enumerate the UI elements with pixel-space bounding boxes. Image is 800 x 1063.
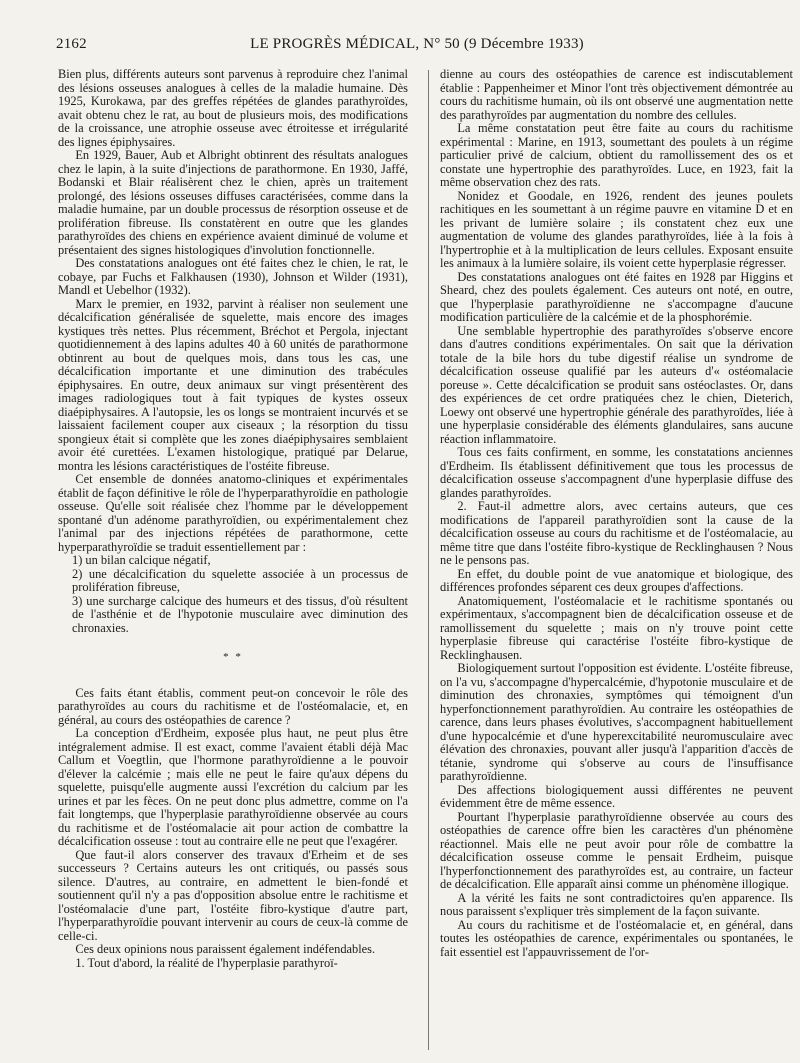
paragraph: La conception d'Erdheim, exposée plus haut, ne peut plus être intégralement admise. Il est exact, comme l'avaient établi déjà Mac Callum et Voegtlin, que l'hormone parathyroïdienne a le pouvoir d'élever la calcémie ; mais elle ne peut le faire qu'aux dépens du squelette, puisqu'elle augmente aussi l'excrétion du calcium par les urines et par les fèces. On ne peut donc plus admettre, comme on l'a fait longtemps, que l'hyperplasie parathyroïdienne observée au cours du rachitisme et de l'ostéomalacie ait pour action de combattre la décalcification osseuse : tout au contraire elle ne peut que l'exagérer. bbox=[58, 726, 408, 848]
paragraph: Au cours du rachitisme et de l'ostéomalacie et, en général, dans toutes les ostéopathies de carence, expérimentales ou spontanées, le fait essentiel est l'appauvrissement de l'or- bbox=[440, 917, 793, 959]
paragraph: En 1929, Bauer, Aub et Albright obtinrent des résultats analogues chez le lapin, à la suite d'injections de parathormone. En 1930, Jaffé, Bodanski et Blair réalisèrent chez le chien, après un traitement prolongé, des lésions osseuses diffuses caractérisées, comme dans la maladie humaine, par un double processus de résorption osseuse et de prolifération fibreuse. Ils constatèrent en outre que les glandes parathyroïdes des chiens en expérience avaient diminué de volume et présentaient des signes histologiques d'involution fonctionnelle. bbox=[58, 148, 408, 257]
paragraph: En effet, du double point de vue anatomique et biologique, des différences profondes séparent ces deux groupes d'affections. bbox=[440, 566, 793, 594]
list-item: 3) une surcharge calcique des humeurs et des tissus, d'où résultent de l'asthénie et de l'hypotonie musculaire avec diminution des chronaxies. bbox=[72, 593, 408, 635]
paragraph: Ces deux opinions nous paraissent également indéfendables. bbox=[75, 942, 376, 956]
paragraph: Des constatations analogues ont été faites en 1928 par Higgins et Sheard, chez des poulets également. Ces auteurs ont noté, en outre, que l'hyperplasie parathyroïdienne ne s'accompagne d'aucune modification particulière de la calcémie et de la phosphorémie. bbox=[440, 269, 793, 324]
paragraph: Des affections biologiquement aussi différentes ne peuvent évidemment être de même essence. bbox=[440, 782, 793, 810]
paragraph: dienne au cours des ostéopathies de carence est indiscutablement établie : Pappenheimer et Minor l'ont très objectivement démontrée au cours du rachitisme humain, où ils ont observé une augmentation nette des parathyroïdes par augmentation du nombre des cellules. bbox=[440, 67, 793, 122]
running-header bbox=[56, 36, 778, 56]
paragraph: Ces faits étant établis, comment peut-on concevoir le rôle des parathyroïdes au cours du rachitisme et de l'ostéomalacie, et, en général, au cours des ostéopathies de carence ? bbox=[58, 685, 408, 727]
paragraph: Tous ces faits confirment, en somme, les constatations anciennes d'Erdheim. Ils établissent définitivement que tous les processus de décalcification osseuse s'accompagnent d'une hyperplasie diffuse des glandes parathyroïdes. bbox=[440, 445, 793, 500]
paragraph: Marx le premier, en 1932, parvint à réaliser non seulement une décalcification généralisée de squelette, mais encore des images kystiques très nettes. Plus récemment, Bréchot et Pergola, injectant quotidiennement à des lapins adultes 40 à 60 unités de parathormone obtinrent au bout de quelques mois, dans tous les cas, une décalcification importante et une diminution des trabécules épiphysaires. En outre, deux animaux sur vingt présentèrent des images radiologiques tout à fait typiques de kystes osseux diaépiphysaires. A l'autopsie, les os longs se montraient incurvés et se laissaient facilement couper aux ciseaux ; la résorption du tissu spongieux était si complète que les zones diaépiphysaires semblaient avoir été curettées. L'examen histologique, pratiqué par Delarue, montra les lésions caractéristiques de l'ostéite fibreuse. bbox=[58, 296, 408, 473]
paragraph: Cet ensemble de données anatomo-cliniques et expérimentales établit de façon définitive le rôle de l'hyperparathyroïdie en pathologie osseuse. Qu'elle soit réalisée chez l'homme par le développement spontané d'un adénome parathyroïdien, ou expérimentalement chez l'animal par des injections répétées de parathormone, cette hyperparathyroïdie se traduit essentiellement par : bbox=[58, 472, 408, 554]
paragraph: Biologiquement surtout l'opposition est évidente. L'ostéite fibreuse, on l'a vu, s'accompagne d'hypercalcémie, d'hypotonie musculaire et de diminution des chronaxies, symptômes qui témoignent d'un hyperfonctionnement parathyroïdien. Au contraire les ostéopathies de carence, dans leurs phases évolutives, s'accompagnent habituellement d'une hypocalcémie et d'une hyperexcitabilité neuromusculaire avec élévation des chronaxies, pouvant aller jusqu'à l'apparition d'accès de tétanie, syndrome qui s'observe au cours de l'insuffisance parathyroïdienne. bbox=[440, 661, 793, 783]
right-column bbox=[440, 68, 793, 959]
paragraph: A la vérité les faits ne sont contradictoires qu'en apparence. Ils nous paraissent s'expliquer très simplement de la façon suivante. bbox=[440, 890, 793, 918]
paragraph: Des constatations analogues ont été faites chez le chien, le rat, le cobaye, par Fuchs et Falkhausen (1930), Johnson et Wilder (1931), Mandl et Uebelhor (1932). bbox=[58, 256, 408, 297]
running-title: LE PROGRÈS MÉDICAL, N° 50 (9 Décembre 1933) bbox=[250, 36, 584, 52]
left-column bbox=[58, 68, 408, 970]
paragraph: Bien plus, différents auteurs sont parvenus à reproduire chez l'animal des lésions osseuses analogues à celles de la maladie humaine. Dès 1925, Kurokawa, par des greffes répétées de glandes parathyroïdes, avait obtenu chez le rat, au bout de plusieurs mois, des modifications de la croissance, une atrophie osseuse avec étroitesse et irrégularité des lignes épiphysaires. bbox=[58, 67, 408, 149]
paragraph: Que faut-il alors conserver des travaux d'Erheim et de ses successeurs ? Certains auteurs les ont critiqués, ou passés sous silence. D'autres, au contraire, en admettent le bien-fondé et soutiennent qu'il n'y a pas d'opposition absolue entre le rachitisme et l'ostéomalacie d'une part, l'ostéite fibro-kystique d'autre part, l'hyperparathyroïdie pouvant intervenir au cours de ceux-là comme de celle-ci. bbox=[58, 847, 408, 943]
paragraph: Pourtant l'hyperplasie parathyroïdienne observée au cours des ostéopathies de carence offre bien les caractères d'un phénomène réactionnel. Mais elle ne peut avoir pour rôle de combattre la décalcification osseuse comme le pensait Erdheim, puisque l'hyperfonctionnement des parathyroïdes est, au contraire, un facteur de décalcification. Elle apparaît ainsi comme un phénomène illogique. bbox=[440, 809, 793, 891]
paragraph: Anatomiquement, l'ostéomalacie et le rachitisme spontanés ou expérimentaux, s'accompagnent bien de décalcification osseuse et de ramollissement du squelette ; mais on n'y trouve point cette hyperplasie fibreuse qui caractérise l'ostéite fibro-kystique de Recklinghausen. bbox=[440, 593, 793, 662]
paragraph: Nonidez et Goodale, en 1926, rendent des jeunes poulets rachitiques en les soumettant à un régime pauvre en vitamine D et en les privant de lumière solaire ; ils constatent chez eux une augmentation de volume des glandes parathyroïdes, liée à la fois à l'hypertrophie et à la multiplication de leurs cellules. Exposant ensuite les animaux à la lumière solaire, ils voient cette hyperplasie régresser. bbox=[440, 188, 793, 270]
list-item: 1) un bilan calcique négatif, bbox=[72, 553, 211, 567]
paragraph: 1. Tout d'abord, la réalité de l'hyperplasie parathyroï- bbox=[75, 955, 338, 970]
paragraph: 2. Faut-il admettre alors, avec certains auteurs, que ces modifications de l'appareil parathyroïdien sont la cause de la décalcification osseuse au cours du rachitisme et de l'ostéomalacie, au même titre que dans l'ostéite fibro-kystique de Recklinghausen ? Nous ne le pensons pas. bbox=[440, 499, 793, 567]
column-divider bbox=[428, 70, 429, 1050]
paragraph: Une semblable hypertrophie des parathyroïdes s'observe encore dans d'autres conditions expérimentales. On sait que la dérivation totale de la bile hors du tube digestif réalise un syndrome de décalcification osseuse qualifié par les auteurs d'« ostéomalacie poreuse ». Cette décalcification se produit sans ostéoclastes. Or, dans des expériences de cet ordre pratiquées chez le chien, Dieterich, Loewy ont observé une hypertrophie générale des parathyroïdes, liée à une hyperplasie considérable des éléments glandulaires, sans aucune réaction inflammatoire. bbox=[440, 323, 793, 446]
page-number: 2162 bbox=[56, 36, 87, 52]
list-item: 2) une décalcification du squelette associée à un processus de prolifération fibreuse, bbox=[72, 566, 408, 594]
section-break-asterisks: * * bbox=[223, 651, 243, 663]
paragraph: La même constatation peut être faite au cours du rachitisme expérimental : Marine, en 1913, soumettant des poulets à un régime particulier privé de calcium, obtient du ramollissement des os et constate une hypertrophie des parathyroïdes. Luce, en 1923, fait la même observation chez des rats. bbox=[440, 121, 793, 189]
